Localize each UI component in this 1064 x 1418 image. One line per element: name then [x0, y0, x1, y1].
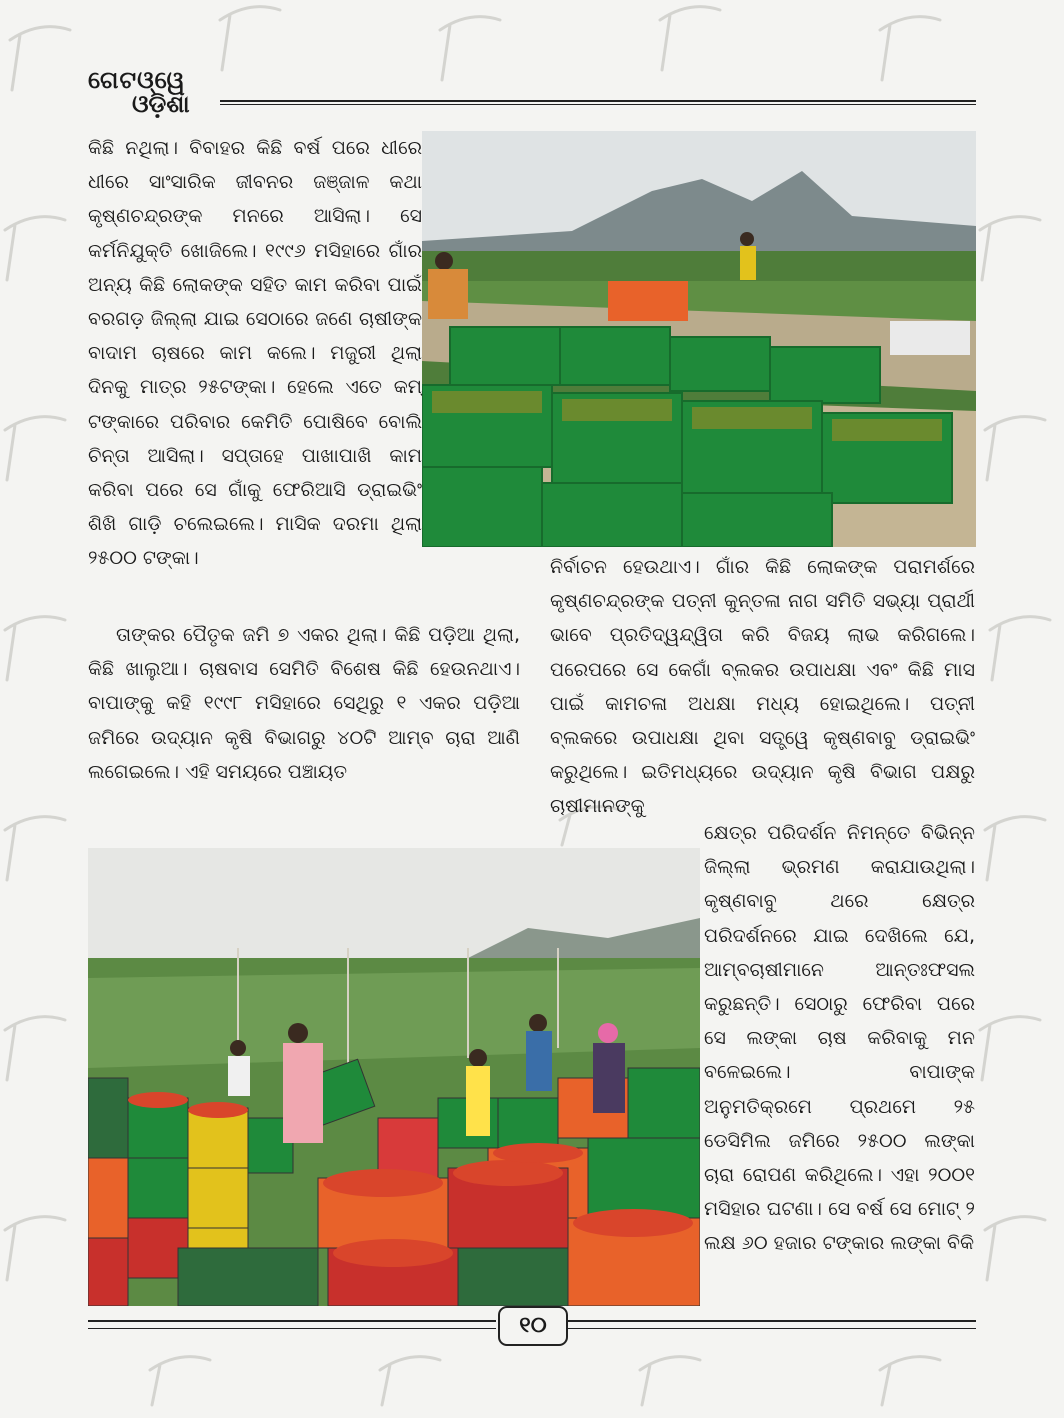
- article-paragraph: ନିର୍ବାଚନ ହେଉଥାଏ। ଗାଁର କିଛି ଲୋକଙ୍କ ପରାମର୍ଶରେ କୃଷ୍ଣଚନ୍ଦ୍ରଙ୍କ ପତ୍ନୀ କୁନ୍ତଳା ନାଗ ସମିତି ସଭ୍ୟା ପ୍ରାର୍ଥୀ ଭାବେ ପ୍ରତିଦ୍ୱନ୍ଦ୍ୱିତା କରି ବିଜୟ ଲାଭ କରିଗଲେ। ପରେପରେ ସେ କେଗାଁ ବ୍ଲକର ଉପାଧକ୍ଷା ଏବଂ କିଛି ମାସ ପାଇଁ କାମଚଳା ଅଧକ୍ଷା ମଧ୍ୟ ହୋଇଥିଲେ। ପତ୍ନୀ ବ୍ଲକରେ ଉପାଧକ୍ଷା ଥିବା ସତ୍ତ୍ୱେ କୃଷ୍ଣବାବୁ ଡ୍ରାଇଭିଂ କରୁଥିଲେ। ଇତିମଧ୍ୟରେ ଉଦ୍ୟାନ କୃଷି ବିଭାଗ ପକ୍ଷରୁ ଚାଷୀମାନଙ୍କୁ: [550, 556, 975, 818]
- article-paragraph: ତାଙ୍କର ପୈତୃକ ଜମି ୭ ଏକର ଥିଲା। କିଛି ପଡ଼ିଆ ଥିଲା, କିଛି ଖାଲୁଆ। ଚାଷବାସ ସେମିତି ବିଶେଷ କିଛି ହେଉନଥାଏ। ବାପାଙ୍କୁ କହି ୧୯୯୮ ମସିହାରେ ସେଥିରୁ ୧ ଏକର ପଡ଼ିଆ ଜମିରେ ଉଦ୍ୟାନ କୃଷି ବିଭାଗରୁ ୪୦ଟି ଆମ୍ବ ଚାରା ଆଣି ଲଗେଇଲେ। ଏହି ସମୟରେ ପଞ୍ଚାୟତ: [88, 624, 520, 783]
- masthead-rule: [220, 100, 976, 105]
- article-paragraph: କ୍ଷେତ୍ର ପରିଦର୍ଶନ ନିମନ୍ତେ ବିଭିନ୍ନ ଜିଲ୍ଲା ଭ୍ରମଣ କରାଯାଉଥିଲା। କୃଷ୍ଣବାବୁ ଥରେ କ୍ଷେତ୍ର ପରିଦର୍ଶନରେ ଯାଇ ଦେଖିଲେ ଯେ, ଆମ୍ବଚାଷୀମାନେ ଆନ୍ତଃଫସଲ କରୁଛନ୍ତି। ସେଠାରୁ ଫେରିବା ପରେ ସେ ଲଙ୍କା ଚାଷ କରିବାକୁ ମନ ବଳେଇଲେ। ବାପାଙ୍କ ଅନୁମତିକ୍ରମେ ପ୍ରଥମେ ୨୫ ଡେସିମିଲ ଜମିରେ ୨୫୦୦ ଲଙ୍କା ଚାରା ରୋପଣ କରିଥିଲେ। ଏହା ୨୦୦୧ ମସିହାର ଘଟଣା। ସେ ବର୍ଷ ସେ ମୋଟ୍ ୨ ଲକ୍ଷ ୬୦ ହଜାର ଟଙ୍କାର ଲଙ୍କା ବିକି: [704, 822, 975, 1255]
- footer-rule-right-thin: [568, 1328, 976, 1329]
- masthead-title-line1: ଗେଟଓ୍ୱେ: [88, 66, 186, 94]
- article-column-right: [550, 550, 975, 824]
- article-paragraph: କିଛି ନଥିଲା। ବିବାହର କିଛି ବର୍ଷ ପରେ ଧୀରେ ଧୀରେ ସାଂସାରିକ ଜୀବନର ଜଞ୍ଜାଳ କଥା କୃଷ୍ଣଚନ୍ଦ୍ରଙ୍କ ମନରେ ଆସିଲା। ସେ କର୍ମନିଯୁକ୍ତି ଖୋଜିଲେ। ୧୯୯୬ ମସିହାରେ ଗାଁର ଅନ୍ୟ କିଛି ଲୋକଙ୍କ ସହିତ କାମ କରିବା ପାଇଁ ବରଗଡ଼ ଜିଲ୍ଲା ଯାଇ ସେଠାରେ ଜଣେ ଚାଷୀଙ୍କ ବାଦାମ ଚାଷରେ କାମ କଲେ। ମଜୁରୀ ଥିଲା ଦିନକୁ ମାତ୍ର ୨୫ଟଙ୍କା। ହେଲେ ଏତେ କମ୍ ଟଙ୍କାରେ ପରିବାର କେମିତି ପୋଷିବେ ବୋଲି ଚିନ୍ତା ଆସିଲା। ସପ୍ତାହେ ପାଖାପାଖି କାମ କରିବା ପରେ ସେ ଗାଁକୁ ଫେରିଆସି ଡ୍ରାଇଭିଂ ଶିଖି ଗାଡ଼ି ଚଲେଇଲେ। ମାସିକ ଦରମା ଥିଲା ୨୫୦୦ ଟଙ୍କା।: [88, 137, 422, 570]
- article-column-left: [88, 131, 422, 576]
- article-column-right-narrow: [704, 816, 975, 1261]
- masthead-title-line2: ଓଡ଼ିଶା: [132, 90, 190, 118]
- article-column-left-bottom: [88, 618, 520, 789]
- photo-chilli-harvest: [422, 131, 976, 547]
- page-number: ୧୦: [498, 1306, 568, 1346]
- footer-rule-right: [568, 1320, 976, 1322]
- footer-rule-left: [88, 1320, 496, 1322]
- photo-tomato-harvest: [88, 848, 700, 1306]
- footer-rule-left-thin: [88, 1328, 496, 1329]
- masthead: [88, 66, 978, 118]
